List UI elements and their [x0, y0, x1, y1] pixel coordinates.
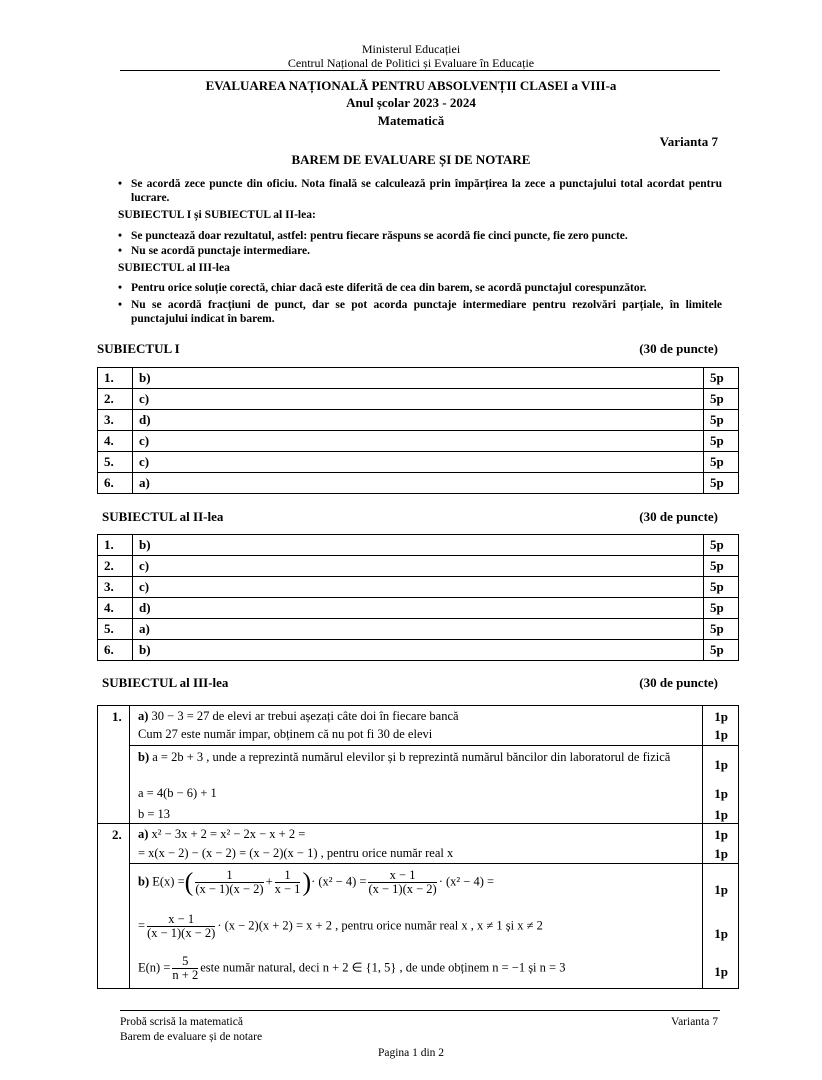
- score-1p: 1p: [714, 964, 728, 979]
- row-divider: [129, 863, 738, 864]
- fraction: $\frac{x - 1}{(x - 1)(x - 2)}$: [147, 912, 216, 940]
- rule-sub12-2: • Nu se acordă punctaje intermediare.: [118, 245, 310, 257]
- table-row: 3. d) 5p: [98, 410, 739, 431]
- footer-left-1: Probă scrisă la matematică: [120, 1016, 243, 1028]
- school-year: Anul școlar 2023 - 2024: [346, 95, 476, 110]
- fraction: $\frac{x - 1}{(x - 1)(x - 2)}$: [368, 868, 437, 896]
- p2a-line2: = x(x − 2) − (x − 2) = (x − 2)(x − 1) , pentru orice număr real x: [138, 846, 454, 860]
- p2b-line2: = $\frac{x - 1}{(x - 1)(x - 2)}$ · (x − 2)(x + 2) = x + 2 , pentru orice număr real x , x ≠ 1 și x ≠ 2: [138, 912, 543, 940]
- bullet-icon: •: [118, 230, 123, 242]
- subiect1-title: SUBIECTUL I: [97, 341, 180, 356]
- table-row: 4. c) 5p: [98, 431, 739, 452]
- rule-sub3-1: • Pentru orice soluție corectă, chiar dacă este diferită de cea din barem, se acordă punctajul corespunzător.: [118, 282, 647, 294]
- table-row: 2. c) 5p: [98, 389, 739, 410]
- score-1p: 1p: [714, 827, 728, 842]
- header-divider: [120, 70, 720, 71]
- p1b-line1: b) a = 2b + 3 , unde a reprezintă numărul elevilor și b reprezintă numărul băncilor din laboratorul de fizică: [138, 750, 671, 764]
- rules-sub3-label: SUBIECTUL al III-lea: [118, 262, 230, 274]
- subiect3-title: SUBIECTUL al III-lea: [102, 675, 229, 690]
- rule-sub12-1: • Se punctează doar rezultatul, astfel: pentru fiecare răspuns se acordă fie cinci puncte, fie zero puncte.: [118, 230, 628, 242]
- row-divider: [98, 823, 738, 824]
- subiect2-table: [97, 534, 739, 661]
- subject-name: Matematică: [377, 113, 445, 128]
- p1a-line1: a) 30 − 3 = 27 de elevi ar trebui așezați câte doi în fiecare bancă: [138, 709, 459, 723]
- rule-sub3-2: • Nu se acordă fracțiuni de punct, dar se pot acorda punctaje intermediare pentru rezolvări parțiale, în limitele punctajului indicat în barem.: [118, 299, 722, 325]
- subiect2-title: SUBIECTUL al II-lea: [102, 509, 224, 524]
- subiect2-points: (30 de puncte): [639, 509, 718, 524]
- score-1p: 1p: [714, 727, 728, 742]
- score-1p: 1p: [714, 926, 728, 941]
- problem-number: 2.: [112, 827, 122, 842]
- table-row: 2. c) 5p: [98, 556, 739, 577]
- table-row: 6. b) 5p: [98, 640, 739, 661]
- footer-variant: Varianta 7: [671, 1016, 718, 1028]
- p2a-line1: a) x² − 3x + 2 = x² − 2x − x + 2 =: [138, 827, 306, 841]
- fraction: $\frac{1}{(x - 1)(x - 2)}$: [195, 868, 264, 896]
- score-1p: 1p: [714, 757, 728, 772]
- score-1p: 1p: [714, 709, 728, 724]
- subiect1-table: [97, 367, 739, 494]
- problem-number: 1.: [112, 709, 122, 724]
- bullet-icon: •: [118, 299, 123, 311]
- column-divider: [702, 706, 703, 988]
- barem-title: BAREM DE EVALUARE ȘI DE NOTARE: [291, 152, 531, 167]
- p2b-line3: E(n) = $\frac{5}{n + 2}$ este număr natural, deci n + 2 ∈ {1, 5} , de unde obținem n = −1 și n = 3: [138, 954, 566, 982]
- center-name: Centrul Național de Politici și Evaluare în Educație: [287, 56, 535, 70]
- table-row: 5. c) 5p: [98, 452, 739, 473]
- bullet-icon: •: [118, 245, 123, 257]
- table-row: 1. b) 5p: [98, 368, 739, 389]
- table-row: 6. a) 5p: [98, 473, 739, 494]
- subiect3-table: [97, 705, 739, 989]
- footer-left-2: Barem de evaluare și de notare: [120, 1031, 263, 1043]
- page-number: Pagina 1 din 2: [377, 1047, 445, 1059]
- table-row: 4. d) 5p: [98, 598, 739, 619]
- rules-sub12-label: SUBIECTUL I și SUBIECTUL al II-lea:: [118, 209, 316, 221]
- variant-label: Varianta 7: [659, 134, 718, 149]
- ministry-name: Ministerul Educației: [361, 42, 461, 56]
- table-row: 5. a) 5p: [98, 619, 739, 640]
- p1a-line2: Cum 27 este număr impar, obținem că nu pot fi 30 de elevi: [138, 727, 433, 741]
- rule-general: • Se acordă zece puncte din oficiu. Nota finală se calculează prin împărțirea la zece a punctajului total acordat pentru lucrare.: [118, 178, 722, 204]
- subiect1-points: (30 de puncte): [639, 341, 718, 356]
- score-1p: 1p: [714, 807, 728, 822]
- p1b-line2: a = 4(b − 6) + 1: [138, 786, 217, 800]
- subiect3-points: (30 de puncte): [639, 675, 718, 690]
- p1b-line3: b = 13: [138, 807, 171, 821]
- row-divider: [129, 745, 738, 746]
- score-1p: 1p: [714, 786, 728, 801]
- bullet-icon: •: [118, 178, 123, 190]
- score-1p: 1p: [714, 882, 728, 897]
- fraction: $\frac{1}{x - 1}$: [274, 868, 301, 896]
- exam-title: EVALUAREA NAȚIONALĂ PENTRU ABSOLVENȚII CLASEI a VIII-a: [205, 78, 617, 93]
- score-1p: 1p: [714, 846, 728, 861]
- footer-divider: [120, 1010, 720, 1011]
- table-row: 3. c) 5p: [98, 577, 739, 598]
- p2b-line1: b) E(x) =( $\frac{1}{(x - 1)(x - 2)}$ + $\frac{1}{x - 1}$ )· (x² − 4) = $\frac{x - 1}{(x - 1)(x - 2)}$ · (x² − 4) =: [138, 867, 495, 897]
- bullet-icon: •: [118, 282, 123, 294]
- fraction: $\frac{5}{n + 2}$: [172, 954, 199, 982]
- table-row: 1. b) 5p: [98, 535, 739, 556]
- column-divider: [129, 706, 130, 988]
